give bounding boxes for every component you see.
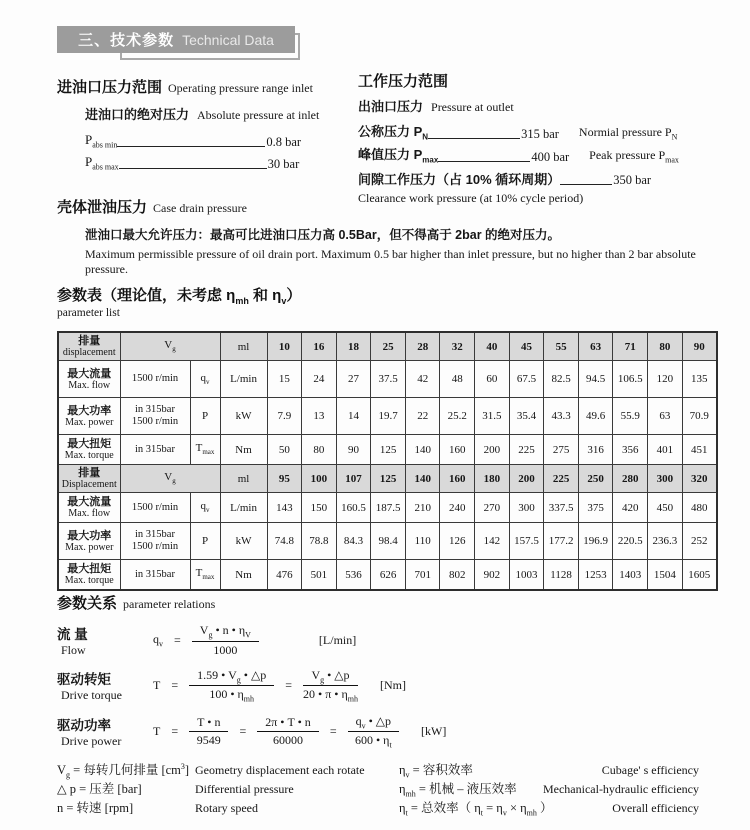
formula-label <box>57 714 153 749</box>
relations-heading <box>57 592 717 613</box>
value-cell: 63 <box>648 398 683 435</box>
working-pressure-section <box>358 70 733 206</box>
displacement-header-cell <box>58 332 120 361</box>
working-subheading-zh: 出油口压力 <box>358 99 424 114</box>
value-cell: 14 <box>336 398 371 435</box>
value-cell: 84.3 <box>336 523 371 560</box>
formula-unit: [L/min] <box>318 632 357 647</box>
row-label-cell <box>58 361 120 398</box>
condition-cell <box>120 523 190 560</box>
condition-cell <box>120 560 190 591</box>
table-header-row <box>58 465 717 493</box>
displacement-value-cell: 100 <box>302 465 337 493</box>
value-cell: 120 <box>648 361 683 398</box>
value-cell: 140 <box>405 435 440 465</box>
inlet-subheading-en: Absolute pressure at inlet <box>197 108 320 122</box>
displacement-value-cell: 140 <box>405 465 440 493</box>
fraction <box>189 715 228 748</box>
value-cell: 220.5 <box>613 523 648 560</box>
value-cell: 420 <box>613 493 648 523</box>
displacement-value-cell: 40 <box>475 332 510 361</box>
table-row <box>58 523 717 560</box>
inlet-heading <box>57 76 353 97</box>
nominal-pressure-value: 315 bar <box>521 127 559 141</box>
fraction <box>189 668 274 704</box>
formula-symbol: T <box>153 724 161 739</box>
displacement-value-cell: 125 <box>371 465 406 493</box>
value-cell: 24 <box>302 361 337 398</box>
value-cell: 157.5 <box>509 523 544 560</box>
page-title-en: Technical Data <box>182 31 274 48</box>
table-row <box>58 361 717 398</box>
peak-pressure-en: Peak pressure $P_{max}$ <box>589 147 679 164</box>
leader-line <box>119 157 267 169</box>
leader-line <box>560 173 612 185</box>
displacement-value-cell: 225 <box>544 465 579 493</box>
fraction <box>348 714 399 750</box>
table-header-row <box>58 332 717 361</box>
value-cell: 22 <box>405 398 440 435</box>
leader-line <box>428 127 520 139</box>
inlet-subheading <box>85 104 353 124</box>
relations-heading-zh: 参数关系 <box>57 595 118 612</box>
legend-english: Cubage' s efficiency <box>601 763 699 777</box>
formula-body <box>153 668 406 704</box>
formula-label-en: Flow <box>61 643 86 657</box>
symbol-cell: P <box>190 398 220 435</box>
value-cell: 1605 <box>682 560 717 591</box>
row-label-cell <box>58 398 120 435</box>
nominal-pressure-en: Normial pressure $P_N$ <box>578 124 678 141</box>
row-label-cell <box>58 435 120 465</box>
value-cell: 210 <box>405 493 440 523</box>
value-cell: 50 <box>267 435 302 465</box>
value-cell: 55.9 <box>613 398 648 435</box>
row-label-zh: 最大功率 <box>67 529 112 542</box>
fraction <box>257 715 319 748</box>
equals-sign: = <box>174 632 181 647</box>
value-cell: 316 <box>578 435 613 465</box>
legend-left-column <box>57 760 397 817</box>
value-cell: 13 <box>302 398 337 435</box>
displacement-value-cell: 95 <box>267 465 302 493</box>
displacement-value-cell: 300 <box>648 465 683 493</box>
value-cell: 90 <box>336 435 371 465</box>
header-label-en: Displacement <box>61 479 117 490</box>
legend-symbol: $V_g$ = 每转几何排量 $[cm^3]$ <box>57 761 190 780</box>
inlet-heading-zh: 进油口压力范围 <box>57 79 163 96</box>
value-cell: 375 <box>578 493 613 523</box>
symbol-cell: $T_{max}$ <box>190 435 220 465</box>
displacement-value-cell: 90 <box>682 332 717 361</box>
value-cell: 35.4 <box>509 398 544 435</box>
inlet-subheading-zh: 进油口的绝对压力 <box>85 107 190 122</box>
condition-cell <box>120 493 190 523</box>
displacement-value-cell: 32 <box>440 332 475 361</box>
legend-english: Mechanical-hydraulic efficiency <box>542 782 699 796</box>
value-cell: 270 <box>475 493 510 523</box>
symbol-cell: $q_v$ <box>190 493 220 523</box>
fraction <box>192 623 259 657</box>
condition-line: 1500 r/min <box>131 541 179 552</box>
parameter-table-wrap <box>57 331 718 591</box>
formula-label-zh: 驱动功率 <box>57 718 111 734</box>
symbol-cell: $T_{max}$ <box>190 560 220 591</box>
legend-item <box>399 779 699 798</box>
displacement-value-cell: 160 <box>440 465 475 493</box>
condition-cell <box>120 361 190 398</box>
unit-cell: Nm <box>220 560 267 591</box>
formula-label <box>57 668 153 703</box>
condition-cell <box>120 398 190 435</box>
table-row <box>58 560 717 591</box>
value-cell: 501 <box>302 560 337 591</box>
formula-label-en: Drive power <box>61 734 122 749</box>
case-drain-section <box>57 196 722 277</box>
inlet-heading-en: Operating pressure range inlet <box>168 81 313 95</box>
value-cell: 60 <box>475 361 510 398</box>
displacement-value-cell: 250 <box>578 465 613 493</box>
parameter-list-heading <box>57 284 301 319</box>
value-cell: 80 <box>302 435 337 465</box>
legend-symbol: n = 转速 [rpm] <box>57 801 134 815</box>
value-cell: 160 <box>440 435 475 465</box>
displacement-value-cell: 107 <box>336 465 371 493</box>
row-label-en: Max. torque <box>64 575 114 586</box>
peak-pressure-label: 峰值压力 $P_{max}$ <box>358 147 439 165</box>
row-label-zh: 最大流量 <box>67 496 112 508</box>
legend-english: Geometry displacement each rotate <box>195 763 365 777</box>
case-drain-note-en: Maximum permissible pressure of oil drain port. Maximum 0.5 bar higher than inlet pressure, but no higher than 2 bar absolute pressure. <box>85 247 696 276</box>
fraction-numerator: $q_v$ • △p <box>348 714 399 732</box>
value-cell: 225 <box>509 435 544 465</box>
value-cell: 142 <box>475 523 510 560</box>
value-cell: 67.5 <box>509 361 544 398</box>
value-cell: 125 <box>371 435 406 465</box>
condition-line: in 315bar <box>135 568 175 580</box>
legend-item <box>57 779 397 798</box>
condition-line: 1500 r/min <box>131 501 179 513</box>
unit-cell: L/min <box>220 493 267 523</box>
displacement-value-cell: 10 <box>267 332 302 361</box>
displacement-value-cell: 16 <box>302 332 337 361</box>
legend-item <box>399 760 699 779</box>
fraction-numerator: $V_g$ • n • $\eta_V$ <box>192 623 259 641</box>
row-label-cell <box>58 523 120 560</box>
value-cell: 15 <box>267 361 302 398</box>
value-cell: 160.5 <box>336 493 371 523</box>
parameter-relations-section <box>57 592 717 750</box>
value-cell: 31.5 <box>475 398 510 435</box>
condition-line: 1500 r/min <box>131 416 179 427</box>
condition-cell <box>120 435 190 465</box>
formula-label-zh: 流 量 <box>57 627 88 642</box>
relations-heading-en: parameter relations <box>123 597 216 611</box>
value-cell: 94.5 <box>578 361 613 398</box>
formula-row <box>57 668 717 704</box>
row-label-en: Max. torque <box>64 450 114 461</box>
working-subheading <box>358 96 733 116</box>
nominal-pressure-label: 公称压力 $P_N$ <box>358 124 429 142</box>
displacement-value-cell: 200 <box>509 465 544 493</box>
displacement-value-cell: 25 <box>371 332 406 361</box>
value-cell: 802 <box>440 560 475 591</box>
unit-header-cell: ml <box>220 465 267 493</box>
fraction-numerator: 1.59 • $V_g$ • △p <box>189 668 274 686</box>
value-cell: 337.5 <box>544 493 579 523</box>
fraction-denominator: 100 • $\eta_{mh}$ <box>209 687 255 704</box>
legend-english: Rotary speed <box>195 801 258 815</box>
equals-sign: = <box>171 724 179 739</box>
legend-item <box>57 760 397 779</box>
working-subheading-en: Pressure at outlet <box>431 100 514 114</box>
value-cell: 110 <box>405 523 440 560</box>
working-heading-zh: 工作压力范围 <box>358 73 449 90</box>
displacement-value-cell: 63 <box>578 332 613 361</box>
unit-cell: Nm <box>220 435 267 465</box>
value-cell: 27 <box>336 361 371 398</box>
clearance-pressure-value: 350 bar <box>613 173 652 187</box>
displacement-value-cell: 80 <box>648 332 683 361</box>
row-label-zh: 最大功率 <box>67 404 112 417</box>
value-cell: 19.7 <box>371 398 406 435</box>
clearance-pressure-en: Clearance work pressure (at 10% cycle period) <box>358 191 584 205</box>
legend-item <box>57 798 397 817</box>
value-cell: 275 <box>544 435 579 465</box>
value-cell: 42 <box>405 361 440 398</box>
value-cell: 106.5 <box>613 361 648 398</box>
equals-sign: = <box>285 678 292 693</box>
parameter-list-heading-zh: 参数表（理论值，未考虑 $\eta_{mh}$ 和 $\eta_v$） <box>57 287 302 306</box>
value-cell: 300 <box>509 493 544 523</box>
value-cell: 7.9 <box>267 398 302 435</box>
fraction-denominator: 60000 <box>273 733 304 748</box>
legend-symbol: △ p = 压差 [bar] <box>57 782 142 796</box>
clearance-pressure-label: 间隙工作压力（占 10% 循环周期） <box>358 172 561 187</box>
clearance-pressure-row <box>358 166 733 188</box>
table-row <box>58 493 717 523</box>
unit-cell: kW <box>220 523 267 560</box>
displacement-value-cell: 180 <box>475 465 510 493</box>
vg-symbol-cell: $V_g$ <box>120 332 220 361</box>
unit-header-cell: ml <box>220 332 267 361</box>
legend-symbol: $\eta_{mh}$ = 机械 – 液压效率 <box>399 782 517 799</box>
fraction-numerator: $V_g$ • △p <box>303 668 357 686</box>
formula-body <box>153 623 356 657</box>
value-cell: 177.2 <box>544 523 579 560</box>
displacement-value-cell: 18 <box>336 332 371 361</box>
symbol-legend <box>57 760 722 817</box>
row-label-en: Max. power <box>65 541 114 553</box>
fraction-denominator: 1000 <box>213 642 238 657</box>
leader-line <box>438 150 530 162</box>
equals-sign: = <box>171 678 179 693</box>
value-cell: 150 <box>302 493 337 523</box>
value-cell: 43.3 <box>544 398 579 435</box>
value-cell: 401 <box>648 435 683 465</box>
case-drain-heading-en: Case drain pressure <box>153 201 247 215</box>
value-cell: 49.6 <box>578 398 613 435</box>
symbol-cell: $q_v$ <box>190 361 220 398</box>
legend-right-column <box>399 760 699 817</box>
value-cell: 536 <box>336 560 371 591</box>
value-cell: 25.2 <box>440 398 475 435</box>
header-label-en: displacement <box>62 347 116 358</box>
case-drain-note-zh: 泄油口最大允许压力：最高可比进油口压力高 0.5Bar，但不得高于 2bar 的绝对压力。 <box>85 228 561 242</box>
value-cell: 70.9 <box>682 398 717 435</box>
displacement-header-cell <box>58 465 120 493</box>
table-row <box>58 435 717 465</box>
value-cell: 74.8 <box>267 523 302 560</box>
value-cell: 126 <box>440 523 475 560</box>
formula-label-zh: 驱动转矩 <box>57 672 111 688</box>
value-cell: 252 <box>682 523 717 560</box>
abs-min-row <box>85 130 353 150</box>
formula-symbol: $q_v$ <box>153 632 163 649</box>
value-cell: 1253 <box>578 560 613 591</box>
equals-sign: = <box>239 724 247 739</box>
condition-line: in 315bar <box>135 404 175 415</box>
condition-line: in 315bar <box>135 443 175 455</box>
vg-symbol-cell: $V_g$ <box>120 465 220 493</box>
table-row <box>58 398 717 435</box>
value-cell: 98.4 <box>371 523 406 560</box>
working-heading <box>358 70 733 91</box>
formula-body <box>153 714 446 750</box>
value-cell: 902 <box>475 560 510 591</box>
row-label-zh: 最大扭矩 <box>67 438 112 450</box>
value-cell: 1128 <box>544 560 579 591</box>
legend-symbol: $\eta_t$ = 总效率（ $\eta_t = \eta_v \times \eta_{mh}$ ） <box>399 801 553 818</box>
value-cell: 37.5 <box>371 361 406 398</box>
header-label-zh: 排量 <box>78 335 101 347</box>
formula-label-en: Drive torque <box>61 688 122 703</box>
abs-min-value: 0.8 bar <box>266 135 302 149</box>
page-title-zh: 三、技术参数 <box>78 32 175 49</box>
value-cell: 78.8 <box>302 523 337 560</box>
row-label-zh: 最大扭矩 <box>67 563 112 575</box>
legend-english: Differential pressure <box>195 782 294 796</box>
displacement-value-cell: 45 <box>509 332 544 361</box>
symbol-cell: P <box>190 523 220 560</box>
unit-cell: L/min <box>220 361 267 398</box>
value-cell: 48 <box>440 361 475 398</box>
case-drain-heading <box>57 196 722 217</box>
value-cell: 450 <box>648 493 683 523</box>
value-cell: 451 <box>682 435 717 465</box>
fraction-numerator: 2π • T • n <box>257 715 319 732</box>
value-cell: 626 <box>371 560 406 591</box>
inlet-pressure-section <box>57 76 353 172</box>
fraction-denominator: 600 • $\eta_t$ <box>354 733 392 750</box>
value-cell: 200 <box>475 435 510 465</box>
parameter-list-heading-en: parameter list <box>57 307 120 319</box>
row-label-zh: 最大流量 <box>67 367 112 380</box>
value-cell: 143 <box>267 493 302 523</box>
row-label-en: Max. power <box>65 416 114 428</box>
equals-sign: = <box>329 724 337 739</box>
value-cell: 82.5 <box>544 361 579 398</box>
value-cell: 240 <box>440 493 475 523</box>
value-cell: 187.5 <box>371 493 406 523</box>
row-label-en: Max. flow <box>68 508 111 519</box>
formula-symbol: T <box>153 678 161 693</box>
value-cell: 1504 <box>648 560 683 591</box>
row-label-en: Max. flow <box>68 379 111 391</box>
unit-cell: kW <box>220 398 267 435</box>
nominal-pressure-row <box>358 120 733 142</box>
value-cell: 480 <box>682 493 717 523</box>
legend-item <box>399 798 699 817</box>
condition-line: 1500 r/min <box>131 373 179 384</box>
displacement-value-cell: 28 <box>405 332 440 361</box>
leader-line <box>117 135 265 147</box>
displacement-value-cell: 71 <box>613 332 648 361</box>
peak-pressure-value: 400 bar <box>531 150 570 164</box>
value-cell: 1003 <box>509 560 544 591</box>
abs-max-row <box>85 152 353 172</box>
formula-label <box>57 623 153 658</box>
legend-english: Overall efficiency <box>612 801 699 815</box>
formula-unit: [kW] <box>421 724 447 739</box>
fraction-denominator: 9549 <box>196 733 221 748</box>
value-cell: 1403 <box>613 560 648 591</box>
formula-row <box>57 714 717 750</box>
formula-unit: [Nm] <box>379 678 406 693</box>
header-label-zh: 排量 <box>78 467 101 479</box>
value-cell: 196.9 <box>578 523 613 560</box>
value-cell: 236.3 <box>648 523 683 560</box>
displacement-value-cell: 320 <box>682 465 717 493</box>
title-banner <box>57 26 295 53</box>
row-label-cell <box>58 493 120 523</box>
legend-symbol: $\eta_v$ = 容积效率 <box>399 763 473 780</box>
formula-row <box>57 623 717 658</box>
row-label-cell <box>58 560 120 591</box>
peak-pressure-row <box>358 143 733 165</box>
parameter-table <box>57 331 718 591</box>
value-cell: 476 <box>267 560 302 591</box>
case-drain-heading-zh: 壳体泄油压力 <box>57 199 148 216</box>
value-cell: 701 <box>405 560 440 591</box>
fraction <box>303 668 358 704</box>
condition-line: in 315bar <box>135 529 175 540</box>
abs-max-symbol: $P_{abs max}$ <box>85 154 119 172</box>
value-cell: 135 <box>682 361 717 398</box>
value-cell: 356 <box>613 435 648 465</box>
abs-max-value: 30 bar <box>267 157 300 171</box>
fraction-numerator: T • n <box>189 715 228 732</box>
abs-min-symbol: $P_{abs min}$ <box>85 132 118 150</box>
displacement-value-cell: 280 <box>613 465 648 493</box>
fraction-denominator: 20 • π • $\eta_{mh}$ <box>303 687 358 704</box>
displacement-value-cell: 55 <box>544 332 579 361</box>
